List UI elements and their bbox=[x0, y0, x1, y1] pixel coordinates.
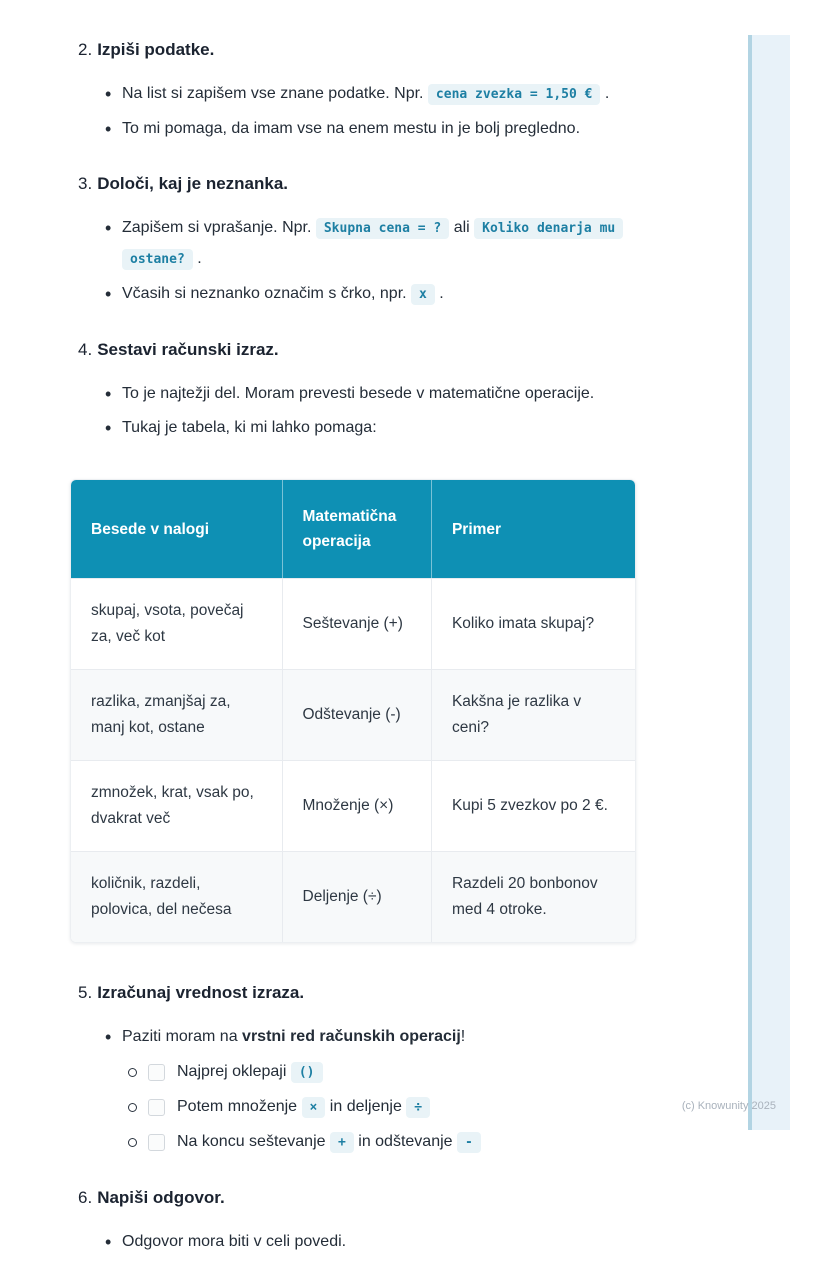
text-segment: Na list si zapišem vse znane podatke. Npr. bbox=[122, 85, 428, 102]
text-segment: . bbox=[600, 85, 610, 102]
table-header-cell: Besede v nalogi bbox=[71, 480, 283, 578]
circle-marker-icon bbox=[128, 1068, 137, 1077]
code-badge: x bbox=[411, 284, 435, 305]
bullet-item bbox=[105, 379, 636, 409]
step-heading bbox=[70, 172, 636, 196]
table-cell: Seštevanje (+) bbox=[283, 578, 432, 669]
checklist-text bbox=[177, 1057, 323, 1088]
step-number: 3. bbox=[78, 174, 93, 193]
table-cell: zmnožek, krat, vsak po, dvakrat več bbox=[71, 760, 283, 851]
text-segment: Tukaj je tabela, ki mi lahko pomaga: bbox=[122, 419, 377, 436]
text-segment: ! bbox=[460, 1028, 466, 1045]
page-edge-bar bbox=[748, 35, 790, 1130]
step-heading bbox=[70, 338, 636, 362]
text-segment: To je najtežji del. Moram prevesti besede v matematične operacije. bbox=[122, 385, 595, 402]
text-segment: in odštevanje bbox=[353, 1133, 457, 1150]
operations-table bbox=[70, 479, 636, 943]
code-badge: × bbox=[302, 1097, 326, 1118]
document-content bbox=[70, 38, 636, 1261]
table-row bbox=[71, 760, 635, 851]
table-cell: Kupi 5 zvezkov po 2 €. bbox=[432, 760, 635, 851]
step-2 bbox=[70, 38, 636, 144]
bullet-item bbox=[105, 279, 636, 310]
bullet-item bbox=[105, 1227, 636, 1257]
step-number: 2. bbox=[78, 40, 93, 59]
code-badge: () bbox=[291, 1062, 323, 1083]
table-cell: Odštevanje (-) bbox=[283, 669, 432, 760]
table-cell: skupaj, vsota, povečaj za, več kot bbox=[71, 578, 283, 669]
step-number: 6. bbox=[78, 1188, 93, 1207]
table-cell: Koliko imata skupaj? bbox=[432, 578, 635, 669]
step-3 bbox=[70, 172, 636, 310]
step-4 bbox=[70, 338, 636, 443]
table-header-cell: Matematična operacija bbox=[283, 480, 432, 578]
code-badge: - bbox=[457, 1132, 481, 1153]
bullet-item bbox=[105, 213, 636, 275]
table-cell: razlika, zmanjšaj za, manj kot, ostane bbox=[71, 669, 283, 760]
code-badge: Koliko denarja mu ostane? bbox=[122, 218, 623, 270]
table-row bbox=[71, 851, 635, 942]
circle-marker-icon bbox=[128, 1138, 137, 1147]
step-heading bbox=[70, 1186, 636, 1210]
text-segment: . bbox=[434, 285, 444, 302]
checkbox[interactable] bbox=[148, 1064, 165, 1081]
text-segment: Včasih si neznanko označim s črko, npr. bbox=[122, 285, 412, 302]
text-segment: ali bbox=[449, 219, 475, 236]
bullet-item bbox=[105, 413, 636, 443]
text-segment: Zapišem si vprašanje. Npr. bbox=[122, 219, 316, 236]
operations-table-grid bbox=[71, 480, 635, 942]
checklist-item bbox=[128, 1057, 636, 1088]
bullet-list bbox=[70, 213, 636, 310]
checklist-item bbox=[128, 1127, 636, 1158]
table-cell: Razdeli 20 bonbonov med 4 otroke. bbox=[432, 851, 635, 942]
checklist-text bbox=[177, 1127, 481, 1158]
step-title: Določi, kaj je neznanka. bbox=[97, 174, 289, 193]
bullet-list bbox=[70, 1227, 636, 1257]
code-badge: ÷ bbox=[406, 1097, 430, 1118]
text-segment: Najprej oklepaji bbox=[177, 1063, 291, 1080]
text-segment: Potem množenje bbox=[177, 1098, 302, 1115]
text-segment: Paziti moram na bbox=[122, 1028, 243, 1045]
text-segment: Odgovor mora biti v celi povedi. bbox=[122, 1233, 347, 1250]
code-badge: Skupna cena = ? bbox=[316, 218, 449, 239]
text-segment: in deljenje bbox=[325, 1098, 407, 1115]
step-number: 5. bbox=[78, 983, 93, 1002]
copyright-notice: (c) Knowunity 2025 bbox=[681, 1100, 776, 1112]
text-segment: To mi pomaga, da imam vse na enem mestu in je bolj pregledno. bbox=[122, 120, 581, 137]
table-header-row bbox=[71, 480, 635, 578]
step-5 bbox=[70, 981, 636, 1158]
table-cell: Deljenje (÷) bbox=[283, 851, 432, 942]
text-segment: . bbox=[192, 250, 202, 267]
text-segment: Na koncu seštevanje bbox=[177, 1133, 330, 1150]
step-heading bbox=[70, 981, 636, 1005]
step-title: Sestavi računski izraz. bbox=[97, 340, 279, 359]
bold-text: vrstni red računskih operacij bbox=[242, 1028, 461, 1045]
table-header-cell: Primer bbox=[432, 480, 635, 578]
bullet-list bbox=[70, 79, 636, 144]
table-row bbox=[71, 578, 635, 669]
step-title: Izračunaj vrednost izraza. bbox=[97, 983, 305, 1002]
bullet-item bbox=[105, 1022, 636, 1158]
bullet-item bbox=[105, 79, 636, 110]
table-cell: količnik, razdeli, polovica, del nečesa bbox=[71, 851, 283, 942]
bullet-item bbox=[105, 114, 636, 144]
step-title: Izpiši podatke. bbox=[97, 40, 215, 59]
step-number: 4. bbox=[78, 340, 93, 359]
table-row bbox=[71, 669, 635, 760]
bullet-list bbox=[70, 379, 636, 443]
code-badge: + bbox=[330, 1132, 354, 1153]
table-cell: Kakšna je razlika v ceni? bbox=[432, 669, 635, 760]
table-cell: Množenje (×) bbox=[283, 760, 432, 851]
step-title: Napiši odgovor. bbox=[97, 1188, 225, 1207]
step-heading bbox=[70, 38, 636, 62]
bullet-list bbox=[70, 1022, 636, 1158]
step-6 bbox=[70, 1186, 636, 1257]
checkbox[interactable] bbox=[148, 1134, 165, 1151]
code-badge: cena zvezka = 1,50 € bbox=[428, 84, 601, 105]
